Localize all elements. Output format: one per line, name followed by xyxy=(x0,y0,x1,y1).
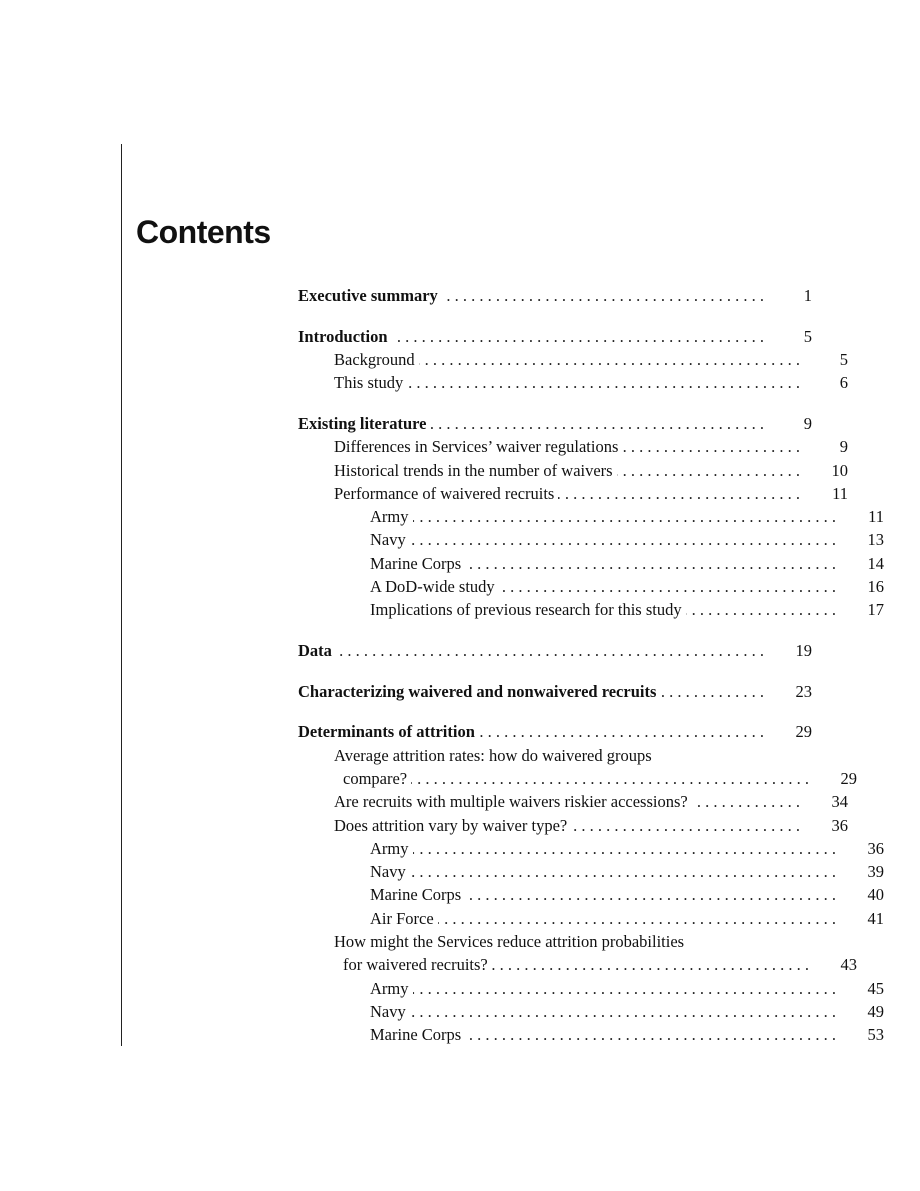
dot-leader xyxy=(407,371,800,394)
toc-page-number: 5 xyxy=(839,349,848,369)
toc-entry-dod-wide-study[interactable] xyxy=(298,575,884,598)
toc-entry-implications[interactable] xyxy=(298,598,884,621)
toc-entry-navy[interactable] xyxy=(298,860,884,883)
dot-leader xyxy=(465,552,836,575)
toc-page-number: 14 xyxy=(867,553,884,573)
toc-page-number: 36 xyxy=(831,815,848,835)
toc-entry-air-force[interactable] xyxy=(298,907,884,930)
toc-page-number: 29 xyxy=(840,769,857,788)
dot-leader xyxy=(479,720,764,743)
dot-leader xyxy=(336,639,764,662)
toc-entry-marine-corps[interactable] xyxy=(298,1023,884,1046)
toc-entry-background[interactable] xyxy=(298,348,848,371)
toc-entry-label: Does attrition vary by waiver type? xyxy=(334,815,568,835)
toc-entry-label: Performance of waivered recruits xyxy=(334,483,555,503)
toc-entry-label: Implications of previous research for this study xyxy=(370,600,682,620)
dot-leader xyxy=(413,837,837,860)
page-title: Contents xyxy=(136,214,271,250)
toc-entry-average-attrition-line1[interactable] xyxy=(298,744,812,767)
toc-entry-performance[interactable] xyxy=(298,482,848,505)
toc-entry-label: Existing literature xyxy=(298,413,427,433)
toc-entry-army[interactable] xyxy=(298,977,884,1000)
toc-entry-label: Data xyxy=(298,641,332,661)
dot-leader xyxy=(413,505,837,528)
toc-entry-label: Marine Corps xyxy=(370,553,462,573)
dot-leader xyxy=(410,1000,836,1023)
toc-entry-marine-corps[interactable] xyxy=(298,883,884,906)
toc-entry-navy[interactable] xyxy=(298,528,884,551)
toc-entry-army[interactable] xyxy=(298,505,884,528)
toc-entry-introduction[interactable] xyxy=(298,325,812,348)
toc-entry-label: Marine Corps xyxy=(370,1025,462,1045)
dot-leader xyxy=(617,459,800,482)
toc-entry-executive-summary[interactable] xyxy=(298,284,812,307)
toc-entry-label: Are recruits with multiple waivers riskier accessions? xyxy=(334,792,688,812)
toc-entry-waiver-type[interactable] xyxy=(298,814,848,837)
toc-page-number: 49 xyxy=(867,1001,884,1021)
toc-page-number: 11 xyxy=(868,507,884,527)
toc-entry-army[interactable] xyxy=(298,837,884,860)
toc-entry-historical-trends[interactable] xyxy=(298,459,848,482)
toc-page-number: 53 xyxy=(867,1025,884,1045)
toc-entry-label: Determinants of attrition xyxy=(298,722,475,742)
toc-entry-label: A DoD-wide study xyxy=(370,577,495,597)
toc-page-number: 13 xyxy=(867,530,884,550)
toc-page-number: 5 xyxy=(803,326,812,346)
table-of-contents xyxy=(298,284,884,1047)
toc-entry-label: Air Force xyxy=(370,908,434,928)
toc-entry-this-study[interactable] xyxy=(298,371,848,394)
toc-entry-label-continued: for waivered recruits? xyxy=(343,955,488,975)
margin-rule xyxy=(121,144,122,1046)
dot-leader xyxy=(465,1023,836,1046)
toc-page-number: 36 xyxy=(867,838,884,858)
toc-page-number: 19 xyxy=(795,641,812,661)
toc-entry-data[interactable] xyxy=(298,639,812,662)
toc-entry-average-attrition-line2[interactable] xyxy=(298,767,857,790)
toc-entry-navy[interactable] xyxy=(298,1000,884,1023)
dot-leader xyxy=(392,325,764,348)
toc-page-number: 16 xyxy=(867,577,884,597)
toc-entry-label: Navy xyxy=(370,862,406,882)
toc-entry-label: Characterizing waivered and nonwaivered recruits xyxy=(298,681,657,701)
toc-page-number: 17 xyxy=(867,600,884,620)
toc-page-number: 6 xyxy=(839,373,848,393)
toc-entry-label: Navy xyxy=(370,530,406,550)
toc-page-number: 9 xyxy=(839,437,848,457)
toc-page-number: 9 xyxy=(803,413,812,433)
toc-page-number: 39 xyxy=(867,862,884,882)
toc-page-number: 45 xyxy=(867,978,884,998)
toc-page-number: 34 xyxy=(831,792,848,812)
toc-entry-label: Marine Corps xyxy=(370,885,462,905)
dot-leader xyxy=(465,883,836,906)
dot-leader xyxy=(660,680,764,703)
dot-leader xyxy=(558,482,800,505)
toc-entry-label: How might the Services reduce attrition probabilities xyxy=(334,932,685,952)
dot-leader xyxy=(622,435,800,458)
toc-entry-marine-corps[interactable] xyxy=(298,552,884,575)
toc-entry-label-continued: compare? xyxy=(343,769,408,788)
toc-entry-determinants[interactable] xyxy=(298,720,812,743)
toc-entry-reduce-attrition-line1[interactable] xyxy=(298,930,812,953)
toc-entry-label: Executive summary xyxy=(298,286,438,305)
dot-leader xyxy=(419,348,800,371)
dot-leader xyxy=(571,814,800,837)
toc-entry-characterizing[interactable] xyxy=(298,680,812,703)
toc-entry-label: Differences in Services’ waiver regulations xyxy=(334,437,619,457)
toc-page-number: 40 xyxy=(867,885,884,905)
toc-entry-waiver-regulations[interactable] xyxy=(298,435,848,458)
toc-entry-multiple-waivers[interactable] xyxy=(298,790,848,813)
toc-page-number: 10 xyxy=(831,460,848,480)
dot-leader xyxy=(430,412,764,435)
toc-entry-label: Army xyxy=(370,838,409,858)
dot-leader xyxy=(410,528,836,551)
toc-page-number: 29 xyxy=(795,722,812,742)
dot-leader xyxy=(438,907,836,930)
dot-leader xyxy=(410,860,836,883)
dot-leader xyxy=(686,598,836,621)
toc-entry-label: Historical trends in the number of waivers xyxy=(334,460,613,480)
dot-leader xyxy=(492,953,809,976)
toc-page-number: 23 xyxy=(795,681,812,701)
dot-leader xyxy=(692,790,800,813)
toc-entry-label: This study xyxy=(334,373,404,393)
toc-page-number: 11 xyxy=(832,483,848,503)
dot-leader xyxy=(442,284,764,307)
toc-entry-existing-literature[interactable] xyxy=(298,412,812,435)
toc-entry-label: Introduction xyxy=(298,326,388,346)
toc-entry-label: Average attrition rates: how do waivered groups xyxy=(334,745,652,765)
toc-entry-label: Background xyxy=(334,349,415,369)
dot-leader xyxy=(411,767,809,790)
toc-page-number: 43 xyxy=(840,955,857,975)
dot-leader xyxy=(413,977,837,1000)
toc-entry-label: Army xyxy=(370,978,409,998)
toc-entry-label: Navy xyxy=(370,1001,406,1021)
toc-entry-reduce-attrition-line2[interactable] xyxy=(298,953,857,976)
toc-page-number: 41 xyxy=(867,908,884,928)
toc-page-number: 1 xyxy=(803,286,812,305)
toc-entry-label: Army xyxy=(370,507,409,527)
dot-leader xyxy=(499,575,836,598)
